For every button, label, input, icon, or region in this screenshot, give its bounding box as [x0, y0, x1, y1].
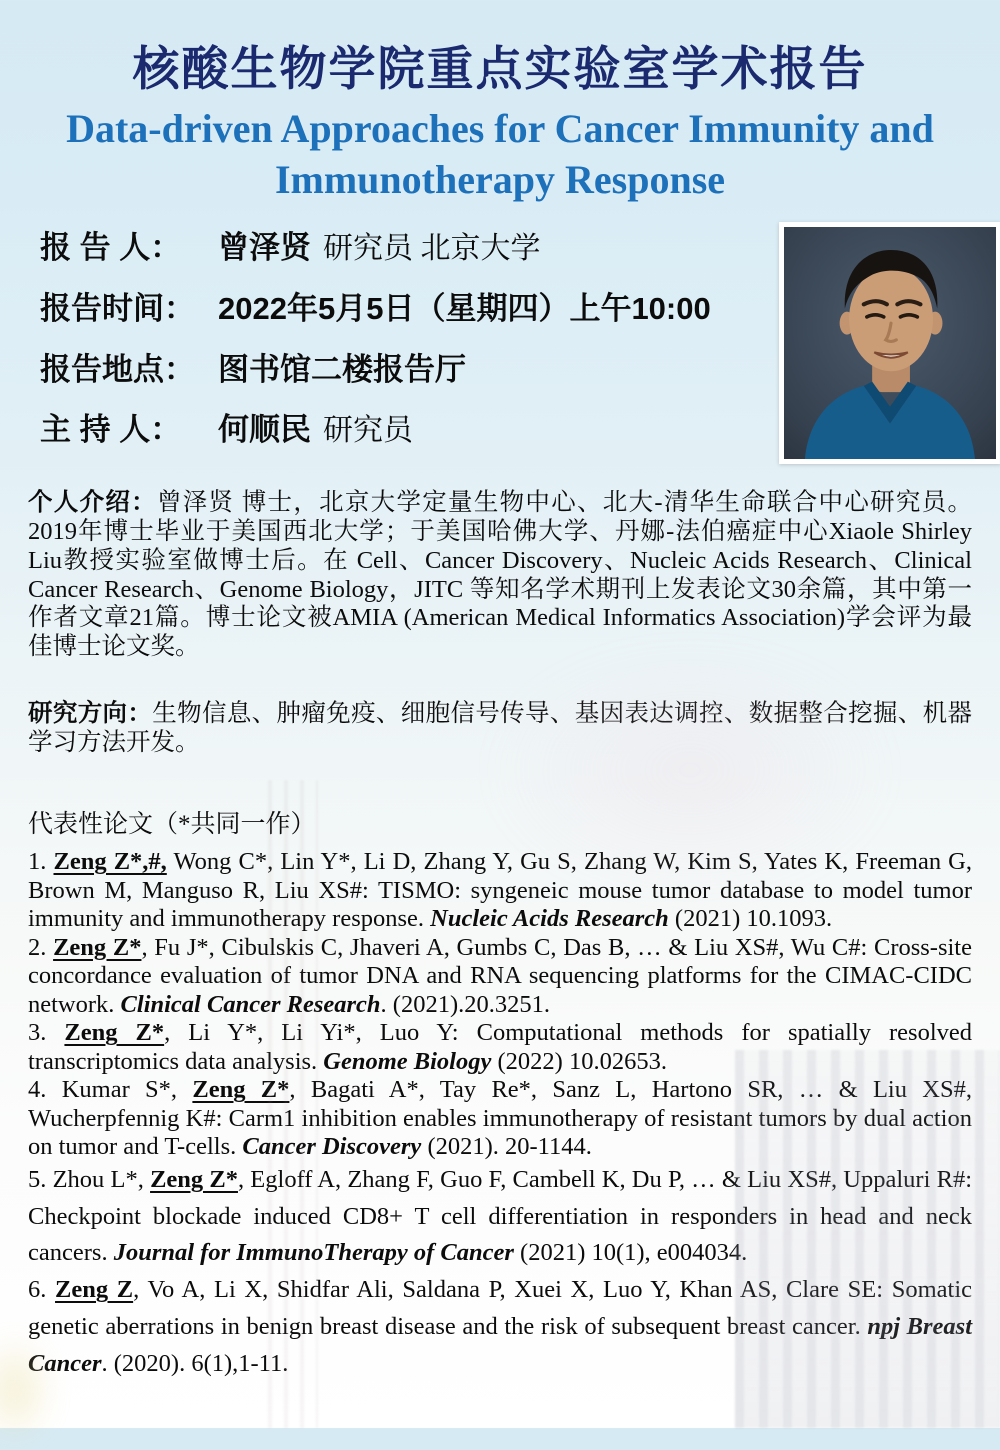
- citation-text: , Fu J*, Cibulskis C, Jhaveri A, Gumbs C, Das B, … & Liu XS#, Wu C#: Cross-site concordance evaluation of tumor DNA and RNA sequencing platforms for the CIMAC-CIDC network.: [28, 933, 972, 1018]
- bio-label: 个人介绍：: [28, 488, 157, 516]
- research-text: 生物信息、肿瘤免疫、细胞信号传导、基因表达调控、数据整合挖掘、机器学习方法开发。: [28, 700, 973, 757]
- poster-title-cn: 核酸生物学院重点实验室学术报告: [132, 44, 868, 96]
- venue-label: 报告地点：: [40, 351, 195, 387]
- citation-text: 1.: [28, 848, 54, 876]
- research-label: 研究方向：: [28, 700, 153, 728]
- host-suffix: 研究员: [323, 413, 413, 447]
- host-name: 何顺民: [218, 411, 311, 447]
- publication-item: [28, 1076, 972, 1162]
- time-row: [40, 290, 760, 327]
- author-highlight: Zeng Z*: [53, 933, 142, 961]
- citation-text: . (2021).20.3251.: [380, 990, 550, 1018]
- author-highlight: Zeng Z: [55, 1276, 134, 1304]
- citation-text: 4. Kumar S*,: [28, 1076, 193, 1104]
- journal-name: npj Breast Cancer: [28, 1312, 973, 1377]
- venue-row: [40, 351, 760, 388]
- citation-text: (2022) 10.02653.: [491, 1047, 667, 1075]
- citation-text: 3.: [28, 1019, 65, 1047]
- speaker-photo: [779, 222, 1000, 464]
- citation-text: . (2020). 6(1),1-11.: [101, 1349, 289, 1377]
- journal-name: Cancer Discovery: [242, 1133, 422, 1161]
- bio-paragraph: [28, 489, 972, 662]
- speaker-name: 曾泽贤: [218, 230, 311, 266]
- bio-text: 曾泽贤 博士，北京大学定量生物中心、北大-清华生命联合中心研究员。2019年博士毕业于美国西北大学；于美国哈佛大学、丹娜-法伯癌症中心Xiaole Shirley Liu教授实验室做博士后。在 Cell、Cancer Discovery、Nucleic Acids Research、Clinical Cancer Research、Genome Biology，JITC 等知名学术期刊上发表论文30余篇，其中第一作者文章21篇。博士论文被AMIA (American Medical Informatics Association)学会评为最佳博士论文奖。: [28, 488, 973, 661]
- time-value: 2022年5月5日（星期四）上午10:00: [218, 291, 711, 327]
- citation-text: , Egloff A, Zhang F, Guo F, Cambell K, Du P, … & Liu XS#, Uppaluri R#: Checkpoint blockade induced CD8+ T cell differentiation in responders in head and neck cancers.: [28, 1165, 972, 1267]
- speaker-row: [40, 229, 760, 267]
- host-label: 主 持 人：: [40, 411, 182, 447]
- journal-name: Genome Biology: [323, 1047, 492, 1075]
- publication-item: [28, 848, 972, 934]
- journal-name: Clinical Cancer Research: [120, 990, 381, 1018]
- host-row: [40, 411, 760, 449]
- publication-item: [28, 1019, 972, 1076]
- seminar-info: [40, 229, 760, 448]
- citation-text: , Vo A, Li X, Shidfar Ali, Saldana P, Xuei X, Luo Y, Khan AS, Clare SE: Somatic genetic aberrations in benign breast disease and the risk of subsequent breast cancer.: [28, 1276, 973, 1340]
- publications-list: [28, 848, 972, 1382]
- author-highlight: Zeng Z*: [192, 1076, 290, 1104]
- publication-item: [28, 1272, 972, 1382]
- citation-text: (2021). 20-1144.: [421, 1133, 592, 1161]
- author-highlight: Zeng Z*: [150, 1165, 238, 1193]
- venue-value: 图书馆二楼报告厅: [218, 351, 466, 387]
- speaker-photo-illustration: [784, 227, 996, 459]
- poster-title-en: Data-driven Approaches for Cancer Immunity and Immunotherapy Response: [66, 106, 934, 203]
- author-highlight: Zeng Z*: [64, 1019, 165, 1047]
- citation-text: (2021) 10.1093.: [668, 905, 833, 933]
- publication-item: [28, 934, 972, 1020]
- journal-name: Journal for ImmunoTherapy of Cancer: [113, 1239, 514, 1267]
- citation-text: , Bagati A*, Tay Re*, Sanz L, Hartono SR, … & Liu XS#, Wucherpfennig K#: Carm1 inhibition enables immunotherapy of resistant tumors by dual action on tumor and T-cells.: [28, 1076, 972, 1161]
- citation-text: (2021) 10(1), e004034.: [513, 1239, 748, 1267]
- speaker-label: 报 告 人：: [40, 230, 182, 266]
- speaker-value: [218, 229, 541, 267]
- citation-text: , Li Y*, Li Yi*, Luo Y: Computational methods for spatially resolved transcriptomics data analysis.: [28, 1019, 972, 1075]
- citation-text: 6.: [28, 1276, 56, 1304]
- author-highlight: Zeng Z*,#,: [53, 848, 167, 876]
- citation-text: 5. Zhou L*,: [28, 1165, 151, 1193]
- citation-text: 2.: [28, 933, 54, 961]
- journal-name: Nucleic Acids Research: [430, 905, 669, 933]
- speaker-suffix: 研究员 北京大学: [323, 232, 541, 266]
- citation-text: Wong C*, Lin Y*, Li D, Zhang Y, Gu S, Zhang W, Kim S, Yates K, Freeman G, Brown M, Manguso R, Liu XS#: TISMO: syngeneic mouse tumor database to model tumor immunity and immunotherapy response.: [28, 848, 972, 933]
- host-value: [218, 411, 413, 449]
- research-paragraph: [28, 700, 972, 758]
- publication-item: [28, 1162, 972, 1272]
- time-label: 报告时间：: [40, 291, 195, 327]
- publications-heading: 代表性论文（*共同一作）: [28, 811, 316, 839]
